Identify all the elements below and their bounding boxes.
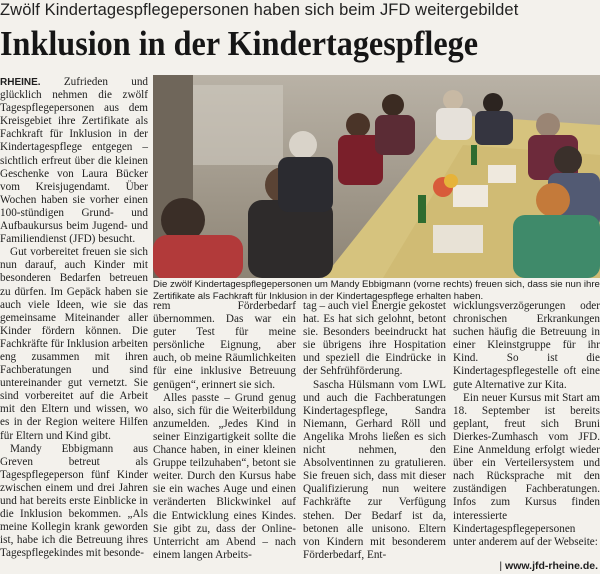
paragraph: rem Förderbedarf übernommen. Das war ein guter Test für meine persönliche Eignung, aber auch, ob meine Räumlichkeiten für eine inklusive Betreuung genügen“, erinnert sie sich. — [153, 300, 296, 391]
kicker-line: Zwölf Kindertagespflegepersonen haben sich beim JFD weitergebildet — [0, 1, 519, 19]
column-2 — [153, 300, 296, 562]
column-1 — [0, 76, 148, 560]
headline: Inklusion in der Kindertagespflege — [0, 24, 479, 63]
paragraph: wicklungsverzögerungen oder chronischen Erkrankungen suchen häufig die Betreuung in einer Kleinstgruppe für ihr Kind. So ist die Kindertagespflegestelle oft eine gute Alternative zur Kita. — [453, 300, 600, 391]
place-label: RHEINE. — [0, 77, 41, 88]
group-photo — [153, 75, 600, 278]
website-link[interactable]: | www.jfd-rheine.de. — [499, 560, 598, 572]
paragraph-intro — [0, 76, 148, 246]
paragraph: tag – auch viel Energie gekostet hat. Es hat sich gelohnt, betont sie. Besonders beeindruckt hat sie übrigens ihre Hospitation und speziell die Eindrücke in der Sehfrühförderung. — [303, 300, 447, 378]
photo-illustration — [153, 75, 600, 278]
paragraph: Sascha Hülsmann vom LWL und auch die Fachberatungen Kindertagespflege, Sandra Niemann, Gerhard Röll und Angelika Mrohs ließen es sich nicht nehmen, den Absolventinnen zu gratulieren. Sie freuen sich, dass mit dieser Qualifizierung nun weitere Fachkräfte zur Verfügung stehen. Der Bedarf ist da, betonen alle unisono. Eltern von Kindern mit besonderem Förderbedarf, Ent- — [303, 378, 446, 561]
paragraph-text: Zufrieden und glücklich nehmen die zwölf Tagespflegepersonen aus dem Kreisgebiet ihre Zertifikate als Fachkraft für Inklusion in der Kindertagespflege entgegen – sichtlich erfreut über die kleinen Geschenke von Laura Bücker vom Kreisjugendamt. Über Wochen haben sie vorher einen 100-stündigen Grund- und Aufbaukursus beim Jugend- und Familiendienst (JFD) besucht. — [0, 76, 149, 246]
paragraph: Gut vorbereitet freuen sie sich nun darauf, auch Kinder mit besonderen Bedarfen betreuen zu dürfen. Im Gepäck haben sie auch viele Ideen, wie sie das gemeinsame Miteinander aller Kinder fördern können. Die Fachkräfte für Inklusion arbeiten eng zusammen mit ihren Fachberatungen und sind untereinander gut vernetzt. Sie sind vorbereitet auf die Arbeit mit den Eltern und wissen, wo es in der Region weitere Hilfen für Eltern und Kind gibt. — [0, 246, 148, 442]
paragraph: Alles passte – Grund genug also, sich für die Weiterbildung anzumelden. „Jedes Kind in seiner Einzigartigkeit sollte die Chance haben, in einer kleinen Gruppe teilzuhaben“, betont sie weiter. Durch den Kursus habe sie ein waches Auge und einen veränderten Blickwinkel auf die Entwicklung eines Kindes. Sie gibt zu, dass der Online-Unterricht am Abend – nach einem langen Arbeits- — [153, 391, 296, 561]
paragraph: Mandy Ebbigmann aus Greven betreut als Tagespflegeperson fünf Kinder zwischen einem und drei Jahren und hat bereits erste Einblicke in die Inklusion bekommen. „Als meine Kollegin krank geworden ist, habe ich die Betreuung ihres Tagespflegekindes mit besonde- — [0, 442, 148, 560]
column-3 — [303, 300, 446, 562]
photo-caption: Die zwölf Kindertagespflegepersonen um Mandy Ebbigmann (vorne rechts) freuen sich, dass sie nun ihre Zertifikate als Fachkraft für Inklusion in der Kindertagespflege erhalten haben. — [153, 279, 600, 302]
website-text[interactable]: www.jfd-rheine.de. — [505, 560, 598, 572]
column-4 — [453, 300, 600, 549]
paragraph: Ein neuer Kursus mit Start am 18. September ist bereits geplant, freut sich Bruni Dierkes-Zumhasch vom JFD. Eine Anmeldung erfolgt wieder über ein Verteilersystem und nach Rücksprache mit den zuständigen Fachberatungen. Infos zum Kursus finden interessierte Kindertagespflegepersonen unter anderem auf der Webseite: — [453, 391, 600, 548]
